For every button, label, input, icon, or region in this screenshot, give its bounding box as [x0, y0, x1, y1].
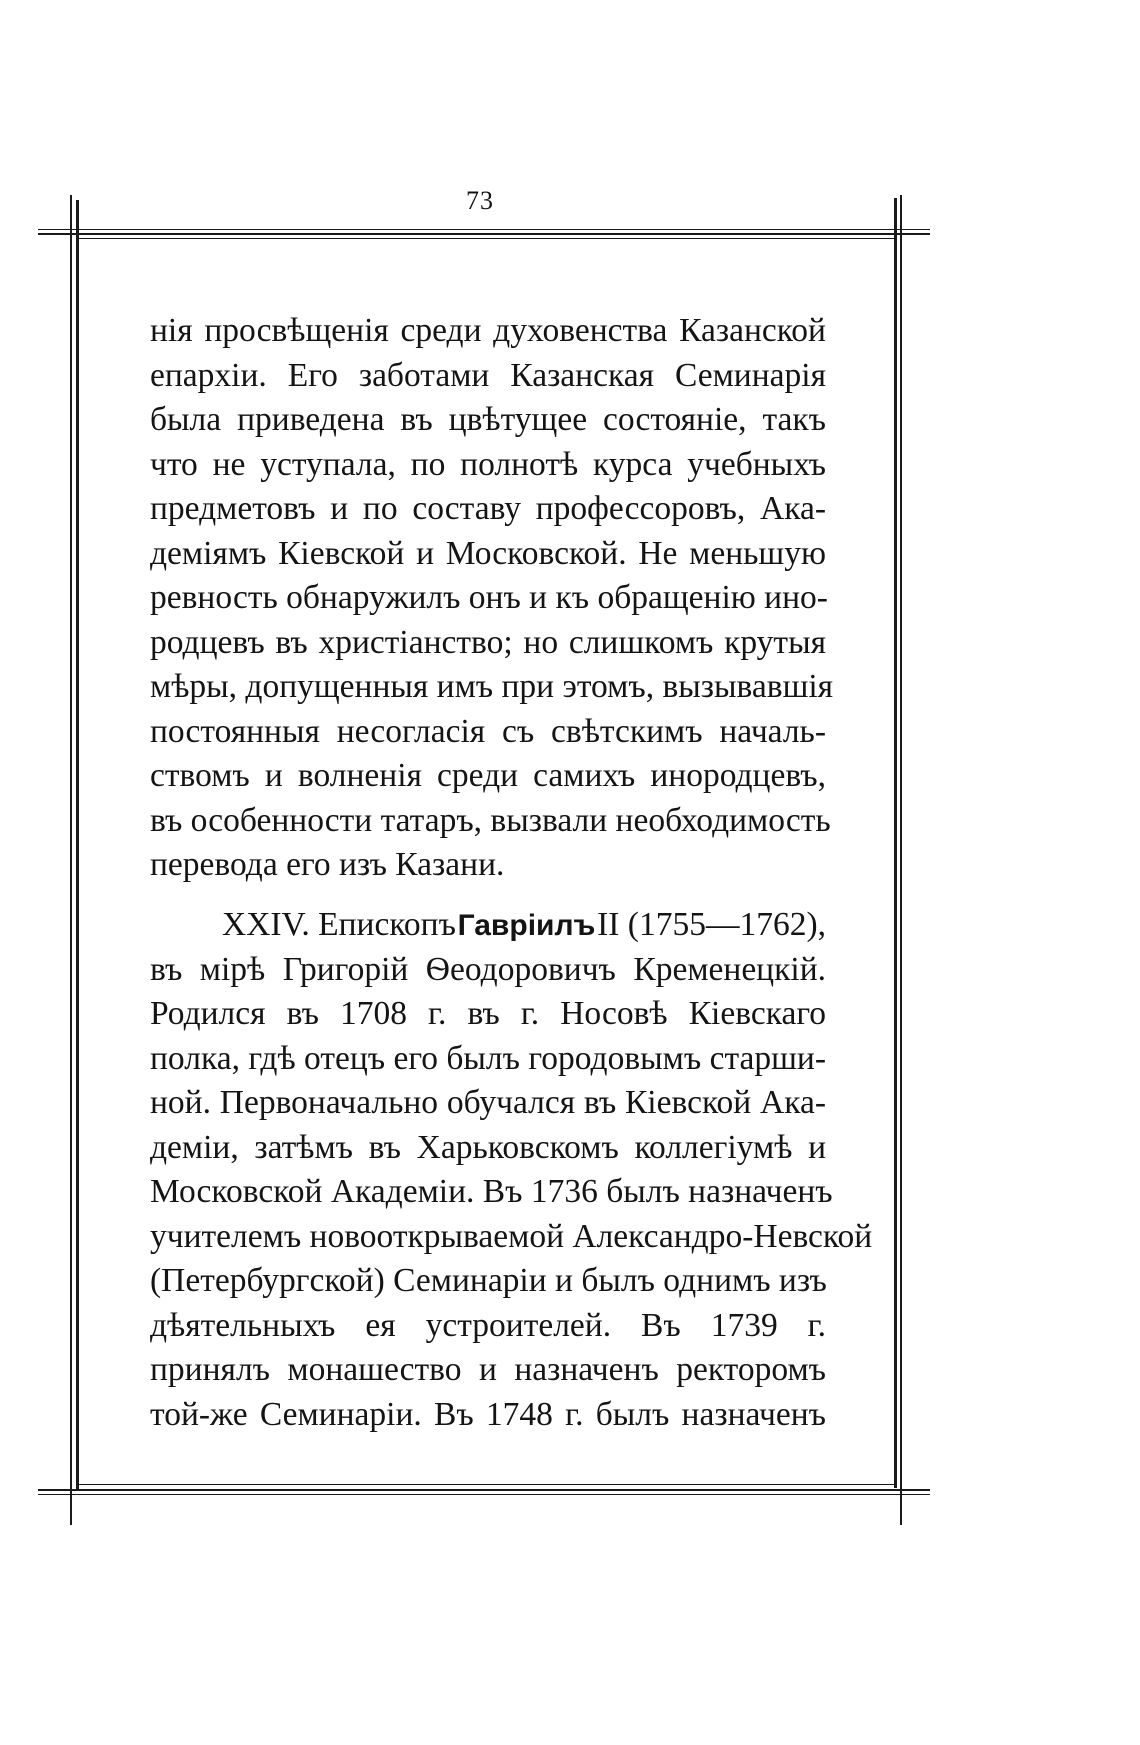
text-line: той-же Семинаріи. Въ 1748 г. былъ назначенъ	[150, 1395, 826, 1433]
heading-line	[150, 903, 826, 948]
text-line: была приведена въ цвѣтущее состояніе, такъ	[150, 401, 826, 438]
text-line: деміямъ Кіевской и Московской. Не меньшую	[150, 534, 826, 572]
text-line: деміи, затѣмъ въ Харьковскомъ коллегіумѣ и	[150, 1128, 826, 1166]
text-line: постоянныя несогласія съ свѣтскимъ началь-	[150, 712, 826, 750]
text-line: ствомъ и волненія среди самихъ инородцевъ,	[150, 757, 826, 794]
text-line: принялъ монашество и назначенъ ректоромъ	[150, 1351, 826, 1388]
text-line: родцевъ въ христіанство; но слишкомъ крутыя	[150, 623, 826, 661]
frame-top-rule-2	[38, 233, 930, 235]
text-line: ной. Первоначально обучался въ Кіевской Ака-	[150, 1084, 826, 1121]
paragraph-1	[150, 309, 834, 888]
entry-prefix: XXIV. Епископъ	[222, 906, 456, 943]
text-line: Московской Академіи. Въ 1736 былъ назначенъ	[150, 1173, 833, 1210]
frame-left-rule-outer	[70, 195, 72, 1525]
text-line: епархіи. Его заботами Казанская Семинарія	[150, 356, 826, 394]
text-line: (Петербургской) Семинаріи и былъ однимъ изъ	[150, 1262, 827, 1299]
text-line: полка, гдѣ отецъ его былъ городовымъ старши-	[150, 1039, 826, 1077]
text-line: мѣры, допущенныя имъ при этомъ, вызывавшія	[150, 668, 834, 705]
frame-bottom-rule-3	[38, 1494, 930, 1495]
entry-suffix: II (1755—1762),	[597, 906, 826, 943]
text-line: дѣятельныхъ ея устроителей. Въ 1739 г.	[150, 1306, 826, 1344]
frame-left-rule-inner	[76, 200, 79, 1490]
text-line: Родился въ 1708 г. въ г. Носовѣ Кіевскаго	[150, 995, 826, 1032]
text-line: учителемъ новооткрываемой Александро-Невской	[150, 1217, 873, 1255]
text-line: ревность обнаружилъ онъ и къ обращенію ино-	[150, 579, 828, 616]
page-number: 73	[466, 186, 494, 215]
text-line: въ особенности татаръ, вызвали необходимость	[150, 801, 831, 839]
frame-top-rule-1	[38, 229, 930, 230]
frame-right-rule-outer	[900, 195, 902, 1525]
text-line: что не уступала, по полнотѣ курса учебныхъ	[150, 445, 826, 483]
frame-right-rule-inner	[894, 198, 897, 1488]
paragraph-2	[150, 903, 873, 1437]
frame-bottom-rule-2	[38, 1489, 930, 1491]
text-line: перевода его изъ Казани.	[150, 846, 505, 883]
text-line: въ мірѣ Григорій Ѳеодоровичъ Кременецкій.	[150, 950, 826, 988]
text-line: предметовъ и по составу профессоровъ, Ака-	[150, 490, 826, 527]
frame-bottom-rule-1	[78, 1484, 896, 1485]
bishop-name: Гавріилъ	[457, 909, 596, 942]
frame-top-rule-3	[78, 238, 896, 239]
text-line: нія просвѣщенія среди духовенства Казанской	[150, 312, 826, 349]
